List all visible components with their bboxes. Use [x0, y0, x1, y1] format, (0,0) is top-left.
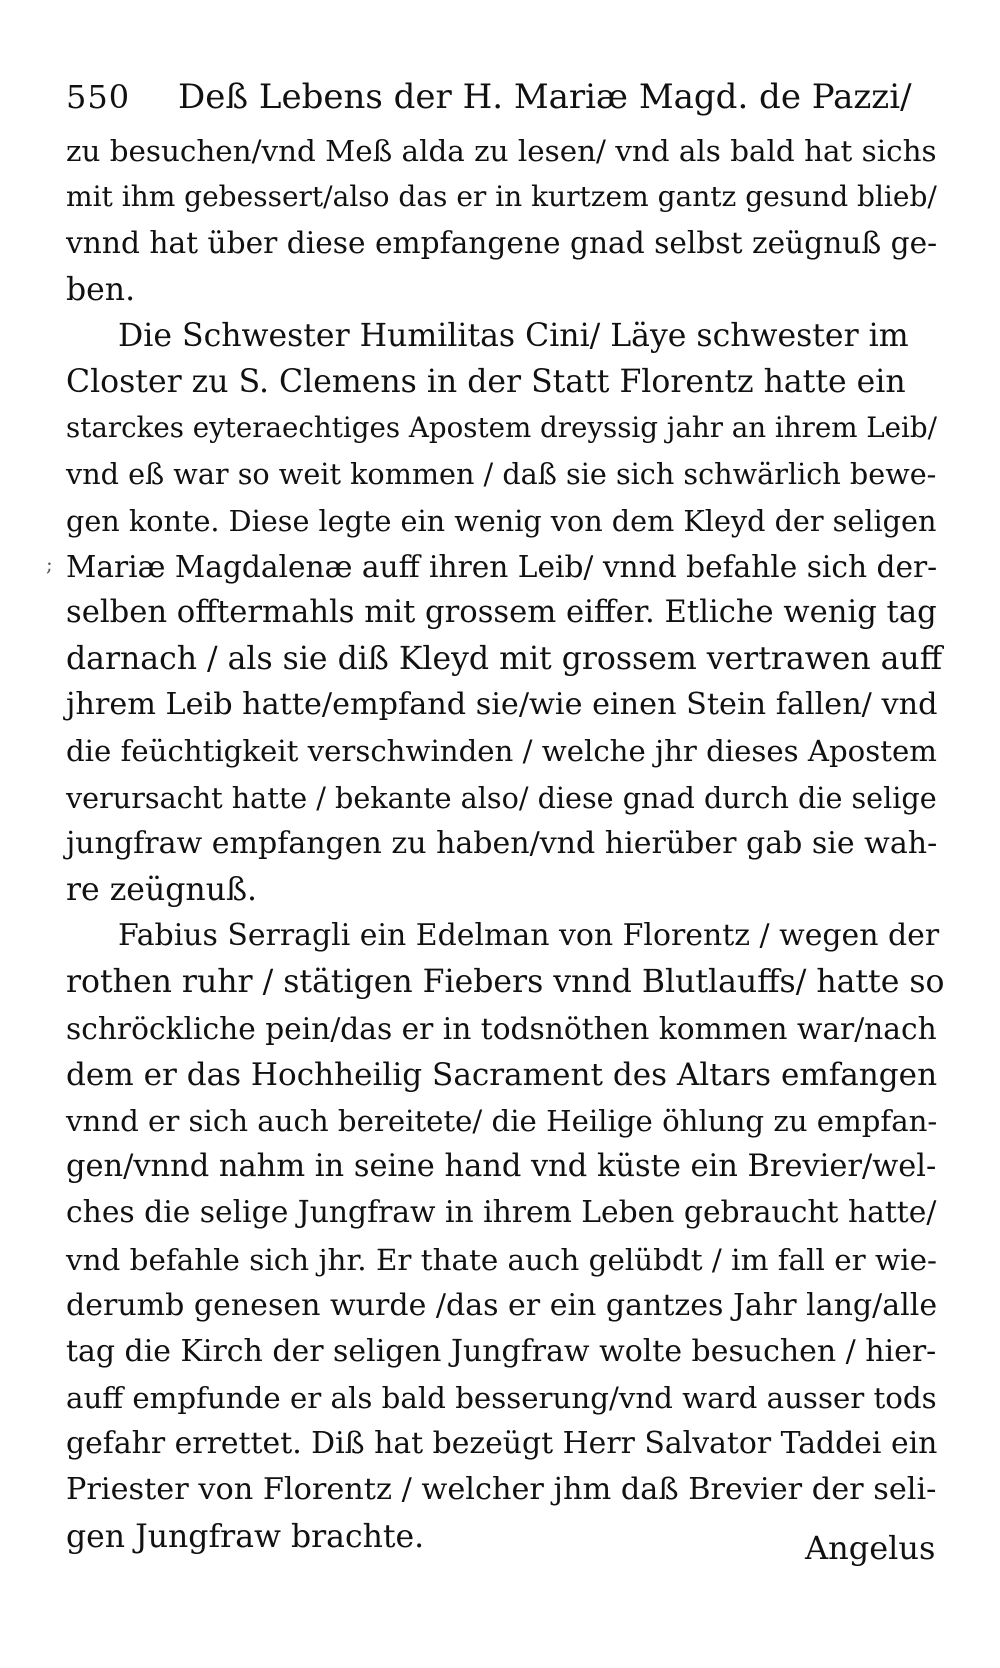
text-line: gen konte. Diese legte ein wenig von dem Kleyd der seligen: [66, 503, 937, 538]
text-line: mit ihm gebessert/also das er in kurtzem gantz gesund blieb/: [66, 180, 937, 214]
text-line: derumb genesen wurde /das er ein gantzes Jahr lang/alle: [66, 1287, 938, 1323]
paragraph: [66, 913, 946, 1560]
margin-mark: ;: [46, 552, 53, 576]
text-line: die feüchtigkeit verschwinden / welche jhr dieses Apostem: [66, 734, 937, 769]
text-line: Die Schwester Humilitas Cini/ Läye schwester im: [118, 317, 909, 354]
text-line: jungfraw empfangen zu haben/vnd hierüber gab sie wah-: [66, 825, 938, 861]
text-line: ches die selige Jungfraw in ihrem Leben gebraucht hatte/: [66, 1195, 937, 1231]
text-line: selben offtermahls mit grossem eiffer. Etliche wenig tag: [66, 594, 937, 630]
running-head: Deß Lebens der H. Mariæ Magd. de Pazzi/: [178, 77, 912, 117]
text-line: re zeügnuß.: [66, 872, 258, 908]
paragraph: [66, 128, 946, 313]
text-line: gefahr errettet. Diß hat bezeügt Herr Salvator Taddei ein: [66, 1426, 938, 1462]
text-line: Mariæ Magdalenæ auff ihren Leib/ vnnd befahle sich der-: [66, 548, 938, 584]
text-line: gen/vnnd nahm in seine hand vnd küste ein Brevier/wel-: [66, 1149, 937, 1185]
text-line: tag die Kirch der seligen Jungfraw wolte besuchen / hier-: [66, 1333, 937, 1369]
text-line: Fabius Serragli ein Edelman von Florentz / wegen der: [118, 918, 940, 954]
text-line: vnnd er sich auch bereitete/ die Heilige öhlung zu empfan-: [66, 1103, 938, 1138]
text-line: Closter zu S. Clemens in der Statt Florentz hatte ein: [66, 363, 906, 400]
page-header: [66, 72, 936, 122]
text-line: darnach / als sie diß Kleyd mit grossem vertrawen auff: [66, 641, 943, 678]
text-line: vnnd hat über diese empfangene gnad selbst zeügnuß ge-: [66, 225, 938, 261]
body-text: [66, 128, 946, 1560]
page-number: 550: [66, 78, 131, 116]
text-line: schröckliche pein/das er in todsnöthen kommen war/nach: [66, 1010, 937, 1046]
catchword: Angelus: [805, 1529, 936, 1567]
text-line: starckes eyteraechtiges Apostem dreyssig jahr an ihrem Leib/: [66, 411, 937, 445]
text-line: gen Jungfraw brachte.: [66, 1518, 425, 1555]
text-line: vnd befahle sich jhr. Er thate auch gelübdt / im fall er wie-: [66, 1242, 937, 1277]
text-line: dem er das Hochheilig Sacrament des Altars emfangen: [66, 1056, 938, 1093]
text-line: zu besuchen/vnd Meß alda zu lesen/ vnd als bald hat sichs: [66, 134, 937, 168]
text-line: verursacht hatte / bekante also/ diese gnad durch die selige: [66, 780, 937, 815]
text-line: jhrem Leib hatte/empfand sie/wie einen Stein fallen/ vnd: [66, 687, 938, 723]
text-line: vnd eß war so weit kommen / daß sie sich schwärlich bewe-: [66, 457, 937, 492]
text-line: rothen ruhr / stätigen Fiebers vnnd Blutlauffs/ hatte so: [66, 964, 945, 1001]
text-line: ben.: [66, 271, 136, 308]
text-line: auff empfunde er als bald besserung/vnd ward ausser tods: [66, 1381, 937, 1416]
paragraph: [66, 313, 946, 913]
text-line: Priester von Florentz / welcher jhm daß Brevier der seli-: [66, 1472, 937, 1508]
